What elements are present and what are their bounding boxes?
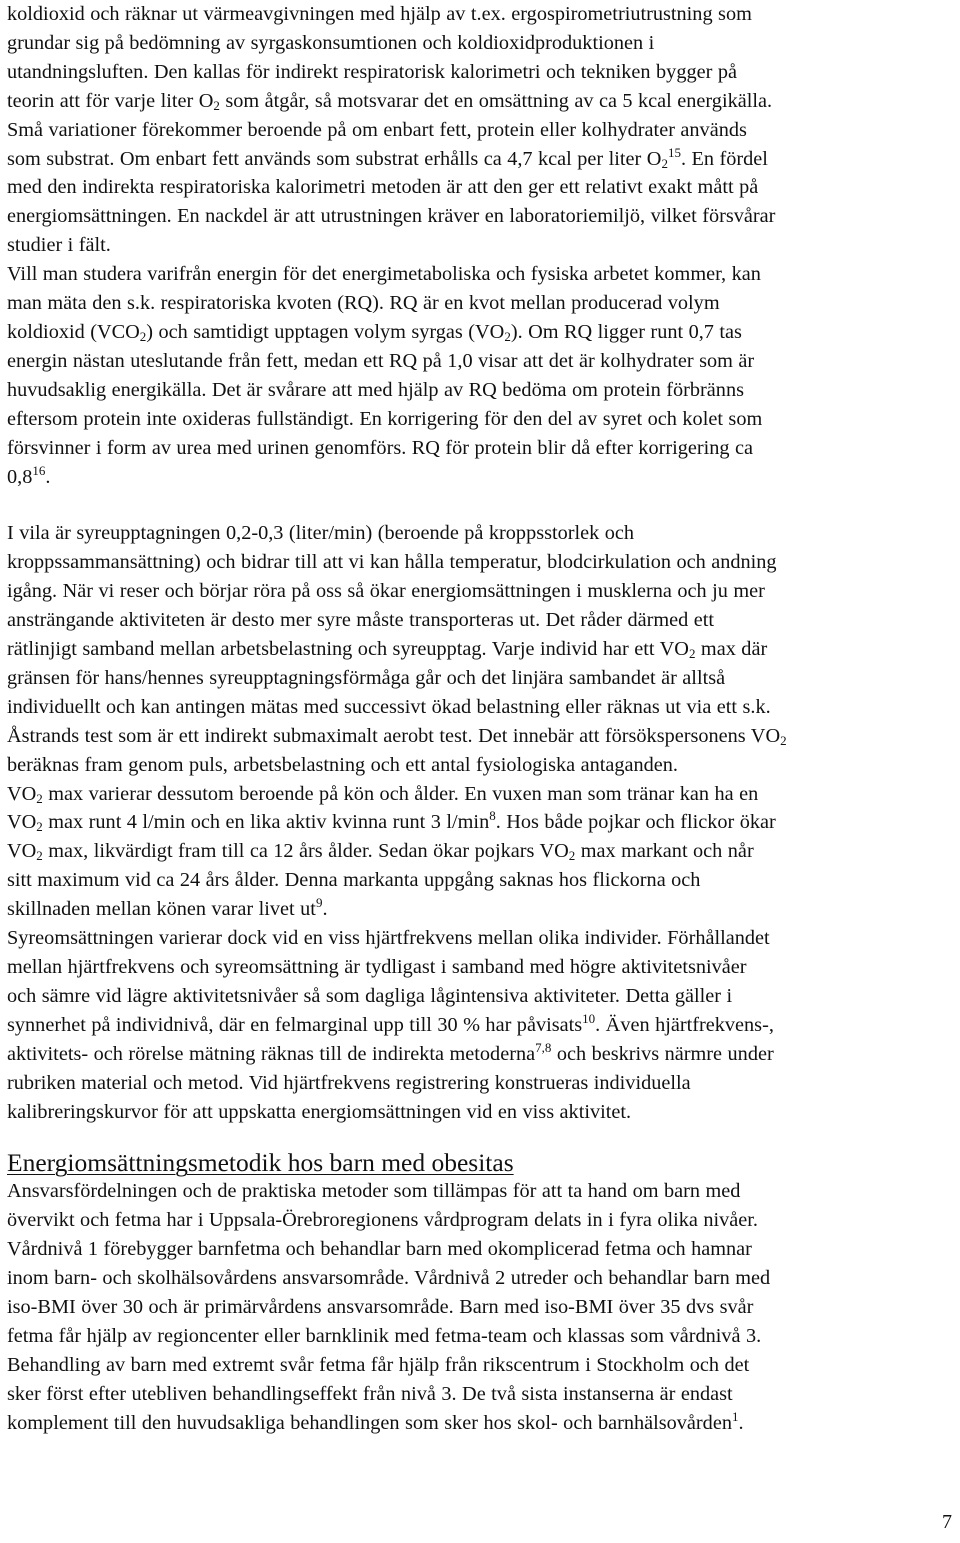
text-segment: teorin att för varje liter O: [7, 89, 214, 112]
text-line: [7, 145, 957, 174]
text-segment: Åstrands test som är ett indirekt submaximalt aerobt test. Det innebär att försökspersonens VO: [7, 724, 781, 747]
reference-superscript: 1: [731, 1408, 739, 1424]
text-line: [7, 1069, 957, 1098]
text-segment: VO: [7, 811, 37, 834]
text-line: [7, 635, 957, 664]
text-segment: energin nästan uteslutande från fett, medan ett RQ på 1,0 visar att det är kolhydrater som är: [7, 349, 755, 372]
text-segment: I vila är syreupptagningen 0,2-0,3 (liter/min) (beroende på kroppsstorlek och: [7, 522, 635, 545]
paragraph-syreupptagning: [7, 519, 957, 1126]
text-segment: . Hos både pojkar och flickor ökar: [495, 811, 776, 834]
text-line: [7, 924, 957, 953]
text-segment: synnerhet på individnivå, där en felmarginal upp till 30 % har påvisats: [7, 1013, 583, 1036]
text-segment: med den indirekta respiratoriska kalorimetri metoden är att den ger ett relativt exakt mått på: [7, 176, 759, 199]
text-segment: iso-BMI över 30 och är primärvårdens ansvarsområde. Barn med iso-BMI över 35 dvs svår: [7, 1296, 754, 1319]
text-segment: Vill man studera varifrån energin för det energimetaboliska och fysiska arbetet kommer, kan: [7, 263, 761, 286]
text-segment: skillnaden mellan könen varar livet ut: [7, 898, 316, 921]
text-segment: igång. När vi reser och börjar röra på oss så ökar energiomsättningen i musklerna och ju mer: [7, 580, 765, 603]
text-segment: huvudsaklig energikälla. Det är svårare att med hjälp av RQ bedöma om protein förbränns: [7, 378, 744, 401]
reference-superscript: 10: [582, 1010, 596, 1026]
text-line: [7, 1351, 957, 1380]
subscript: 2: [213, 97, 220, 113]
text-line: [7, 722, 957, 751]
subscript: 2: [504, 328, 511, 344]
text-segment: max runt 4 l/min och en lika aktiv kvinna runt 3 l/min: [42, 811, 490, 834]
text-segment: som åtgår, så motsvarar det en omsättning av ca 5 kcal energikälla.: [219, 89, 773, 112]
text-segment: man mäta den s.k. respiratoriska kvoten (RQ). RQ är en kvot mellan producerad volym: [7, 292, 720, 315]
paragraph-gap: [7, 1126, 957, 1148]
text-line: [7, 1235, 957, 1264]
text-segment: sker först efter utebliven behandlingseffekt från nivå 3. De två sista instanserna är endast: [7, 1382, 733, 1405]
text-segment: gränsen för hans/hennes syreupptagningsförmåga går och det linjära sambandet är alltså: [7, 666, 726, 689]
text-segment: ansträngande aktiviteten är desto mer syre måste transporteras ut. Det råder därmed ett: [7, 609, 715, 632]
text-line: [7, 202, 957, 231]
text-segment: beräknas fram genom puls, arbetsbelastning och ett antal fysiologiska antaganden.: [7, 753, 678, 776]
section-heading: Energiomsättningsmetodik hos barn med obesitas: [7, 1148, 514, 1178]
text-line: [7, 260, 957, 289]
text-line: [7, 231, 957, 260]
text-segment: .: [738, 1411, 744, 1434]
subscript: 2: [36, 848, 43, 864]
text-line: [7, 519, 957, 548]
text-line: [7, 780, 957, 809]
text-segment: kalibreringskurvor för att uppskatta energiomsättningen vid en viss aktivitet.: [7, 1100, 632, 1123]
text-segment: individuellt och kan antingen mätas med successivt ökad belastning eller räknas ut via ett s.k.: [7, 695, 771, 718]
text-segment: aktivitets- och rörelse mätning räknas till de indirekta metoderna: [7, 1042, 536, 1065]
text-segment: Syreomsättningen varierar dock vid en viss hjärtfrekvens mellan olika individer. Förhållandet: [7, 927, 770, 950]
text-line: [7, 318, 957, 347]
subscript: 2: [36, 790, 43, 806]
text-segment: som substrat. Om enbart fett används som substrat erhålls ca 4,7 kcal per liter O: [7, 147, 662, 170]
subscript: 2: [688, 646, 696, 662]
text-line: [7, 693, 957, 722]
text-segment: fetma får hjälp av regioncenter eller barnklinik med fetma-team och klassas som vårdnivå 3.: [7, 1324, 762, 1347]
page-number: 7: [942, 1511, 952, 1533]
text-line: [7, 548, 957, 577]
text-segment: mellan hjärtfrekvens och syreomsättning är tydligast i samband med högre aktivitetsnivåer: [7, 956, 747, 978]
text-line: [7, 1011, 957, 1040]
text-segment: och sämre vid lägre aktivitetsnivåer så som dagliga lågintensiva aktiviteter. Detta gäller i: [7, 984, 733, 1007]
text-line: [7, 808, 957, 837]
text-line: [7, 1380, 957, 1409]
text-segment: Ansvarsfördelningen och de praktiska metoder som tillämpas för att ta hand om barn med: [7, 1180, 741, 1203]
text-line: [7, 1409, 957, 1438]
subscript: 2: [568, 848, 576, 864]
text-line: [7, 1040, 957, 1069]
text-segment: VO: [7, 840, 37, 863]
text-line: [7, 347, 957, 376]
text-segment: och beskrivs närmre under: [551, 1042, 774, 1065]
text-segment: kroppssammansättning) och bidrar till att vi kan hålla temperatur, blodcirkulation och andning: [7, 551, 777, 574]
text-line: [7, 289, 957, 318]
text-line: [7, 1322, 957, 1351]
text-line: [7, 1264, 957, 1293]
reference-superscript: 7,8: [535, 1039, 552, 1055]
text-segment: komplement till den huvudsakliga behandlingen som sker hos skol- och barnhälsovården: [7, 1411, 732, 1434]
text-segment: .: [322, 898, 328, 921]
text-segment: ) och samtidigt upptagen volym syrgas (VO: [146, 320, 505, 343]
paragraph-gap: [7, 491, 957, 519]
reference-superscript: 9: [315, 895, 323, 911]
paragraph-vardnivaer: [7, 1177, 957, 1437]
text-segment: 0,8: [7, 465, 33, 488]
text-line: [7, 116, 957, 145]
text-segment: . En fördel: [680, 147, 768, 170]
text-line: [7, 982, 957, 1011]
text-segment: ). Om RQ ligger runt 0,7 tas: [510, 320, 742, 343]
subscript: 2: [36, 819, 43, 835]
text-segment: .: [45, 465, 51, 488]
reference-superscript: 15: [667, 144, 681, 160]
text-line: [7, 866, 957, 895]
text-line: [7, 463, 957, 492]
text-line: [7, 577, 957, 606]
document-page: [7, 0, 957, 1438]
text-segment: utandningsluften. Den kallas för indirekt respiratorisk kalorimetri och tekniken bygger på: [7, 60, 737, 83]
text-line: [7, 87, 957, 116]
text-segment: max, likvärdigt fram till ca 12 års ålder. Sedan ökar pojkars VO: [42, 840, 569, 863]
text-segment: försvinner i form av urea med urinen genomförs. RQ för protein blir då efter korrigering ca: [7, 436, 754, 459]
text-segment: max markant och når: [575, 840, 754, 863]
text-line: [7, 837, 957, 866]
text-line: [7, 173, 957, 202]
text-line: [7, 405, 957, 434]
text-segment: . Även hjärtfrekvens-,: [595, 1013, 774, 1036]
text-segment: koldioxid och räknar ut värmeavgivningen med hjälp av t.ex. ergospirometriutrustning som: [7, 3, 752, 25]
subscript: 2: [661, 155, 668, 171]
text-segment: eftersom protein inte oxideras fullständigt. En korrigering för den del av syret och kolet som: [7, 407, 763, 430]
text-segment: sitt maximum vid ca 24 års ålder. Denna markanta uppgång saknas hos flickorna och: [7, 869, 701, 892]
text-line: [7, 29, 957, 58]
text-segment: koldioxid (VCO: [7, 320, 140, 343]
text-line: [7, 751, 957, 780]
text-segment: energiomsättningen. En nackdel är att utrustningen kräver en laboratoriemiljö, vilket försvårar: [7, 205, 776, 228]
text-segment: Vårdnivå 1 förebygger barnfetma och behandlar barn med okomplicerad fetma och hamnar: [7, 1238, 752, 1261]
text-line: [7, 953, 957, 982]
text-segment: VO: [7, 782, 37, 805]
text-segment: Behandling av barn med extremt svår fetma får hjälp från rikscentrum i Stockholm och det: [7, 1353, 750, 1376]
text-line: [7, 0, 957, 29]
text-line: [7, 434, 957, 463]
text-line: [7, 58, 957, 87]
text-segment: övervikt och fetma har i Uppsala-Örebroregionens vårdprogram delats in i fyra olika nivåer.: [7, 1209, 758, 1232]
text-segment: studier i fält.: [7, 234, 111, 257]
text-line: [7, 1293, 957, 1322]
text-line: [7, 1177, 957, 1206]
text-segment: grundar sig på bedömning av syrgaskonsumtionen och koldioxidproduktionen i: [7, 31, 655, 54]
reference-superscript: 16: [32, 462, 46, 478]
subscript: 2: [139, 328, 147, 344]
text-segment: max där: [695, 638, 768, 661]
text-segment: Små variationer förekommer beroende på om enbart fett, protein eller kolhydrater används: [7, 118, 747, 141]
text-segment: rubriken material och metod. Vid hjärtfrekvens registrering konstrueras individuella: [7, 1071, 691, 1094]
paragraph-kalorimetri: [7, 0, 957, 491]
text-line: [7, 606, 957, 635]
text-segment: inom barn- och skolhälsovårdens ansvarsområde. Vårdnivå 2 utreder och behandlar barn med: [7, 1267, 771, 1290]
text-line: [7, 1098, 957, 1127]
text-line: [7, 895, 957, 924]
text-line: [7, 376, 957, 405]
subscript: 2: [780, 732, 787, 748]
text-line: [7, 1206, 957, 1235]
text-line: [7, 664, 957, 693]
text-segment: rätlinjigt samband mellan arbetsbelastning och syreupptag. Varje individ har ett VO: [7, 638, 689, 661]
reference-superscript: 8: [489, 808, 496, 824]
text-segment: max varierar dessutom beroende på kön och ålder. En vuxen man som tränar kan ha en: [42, 782, 759, 805]
